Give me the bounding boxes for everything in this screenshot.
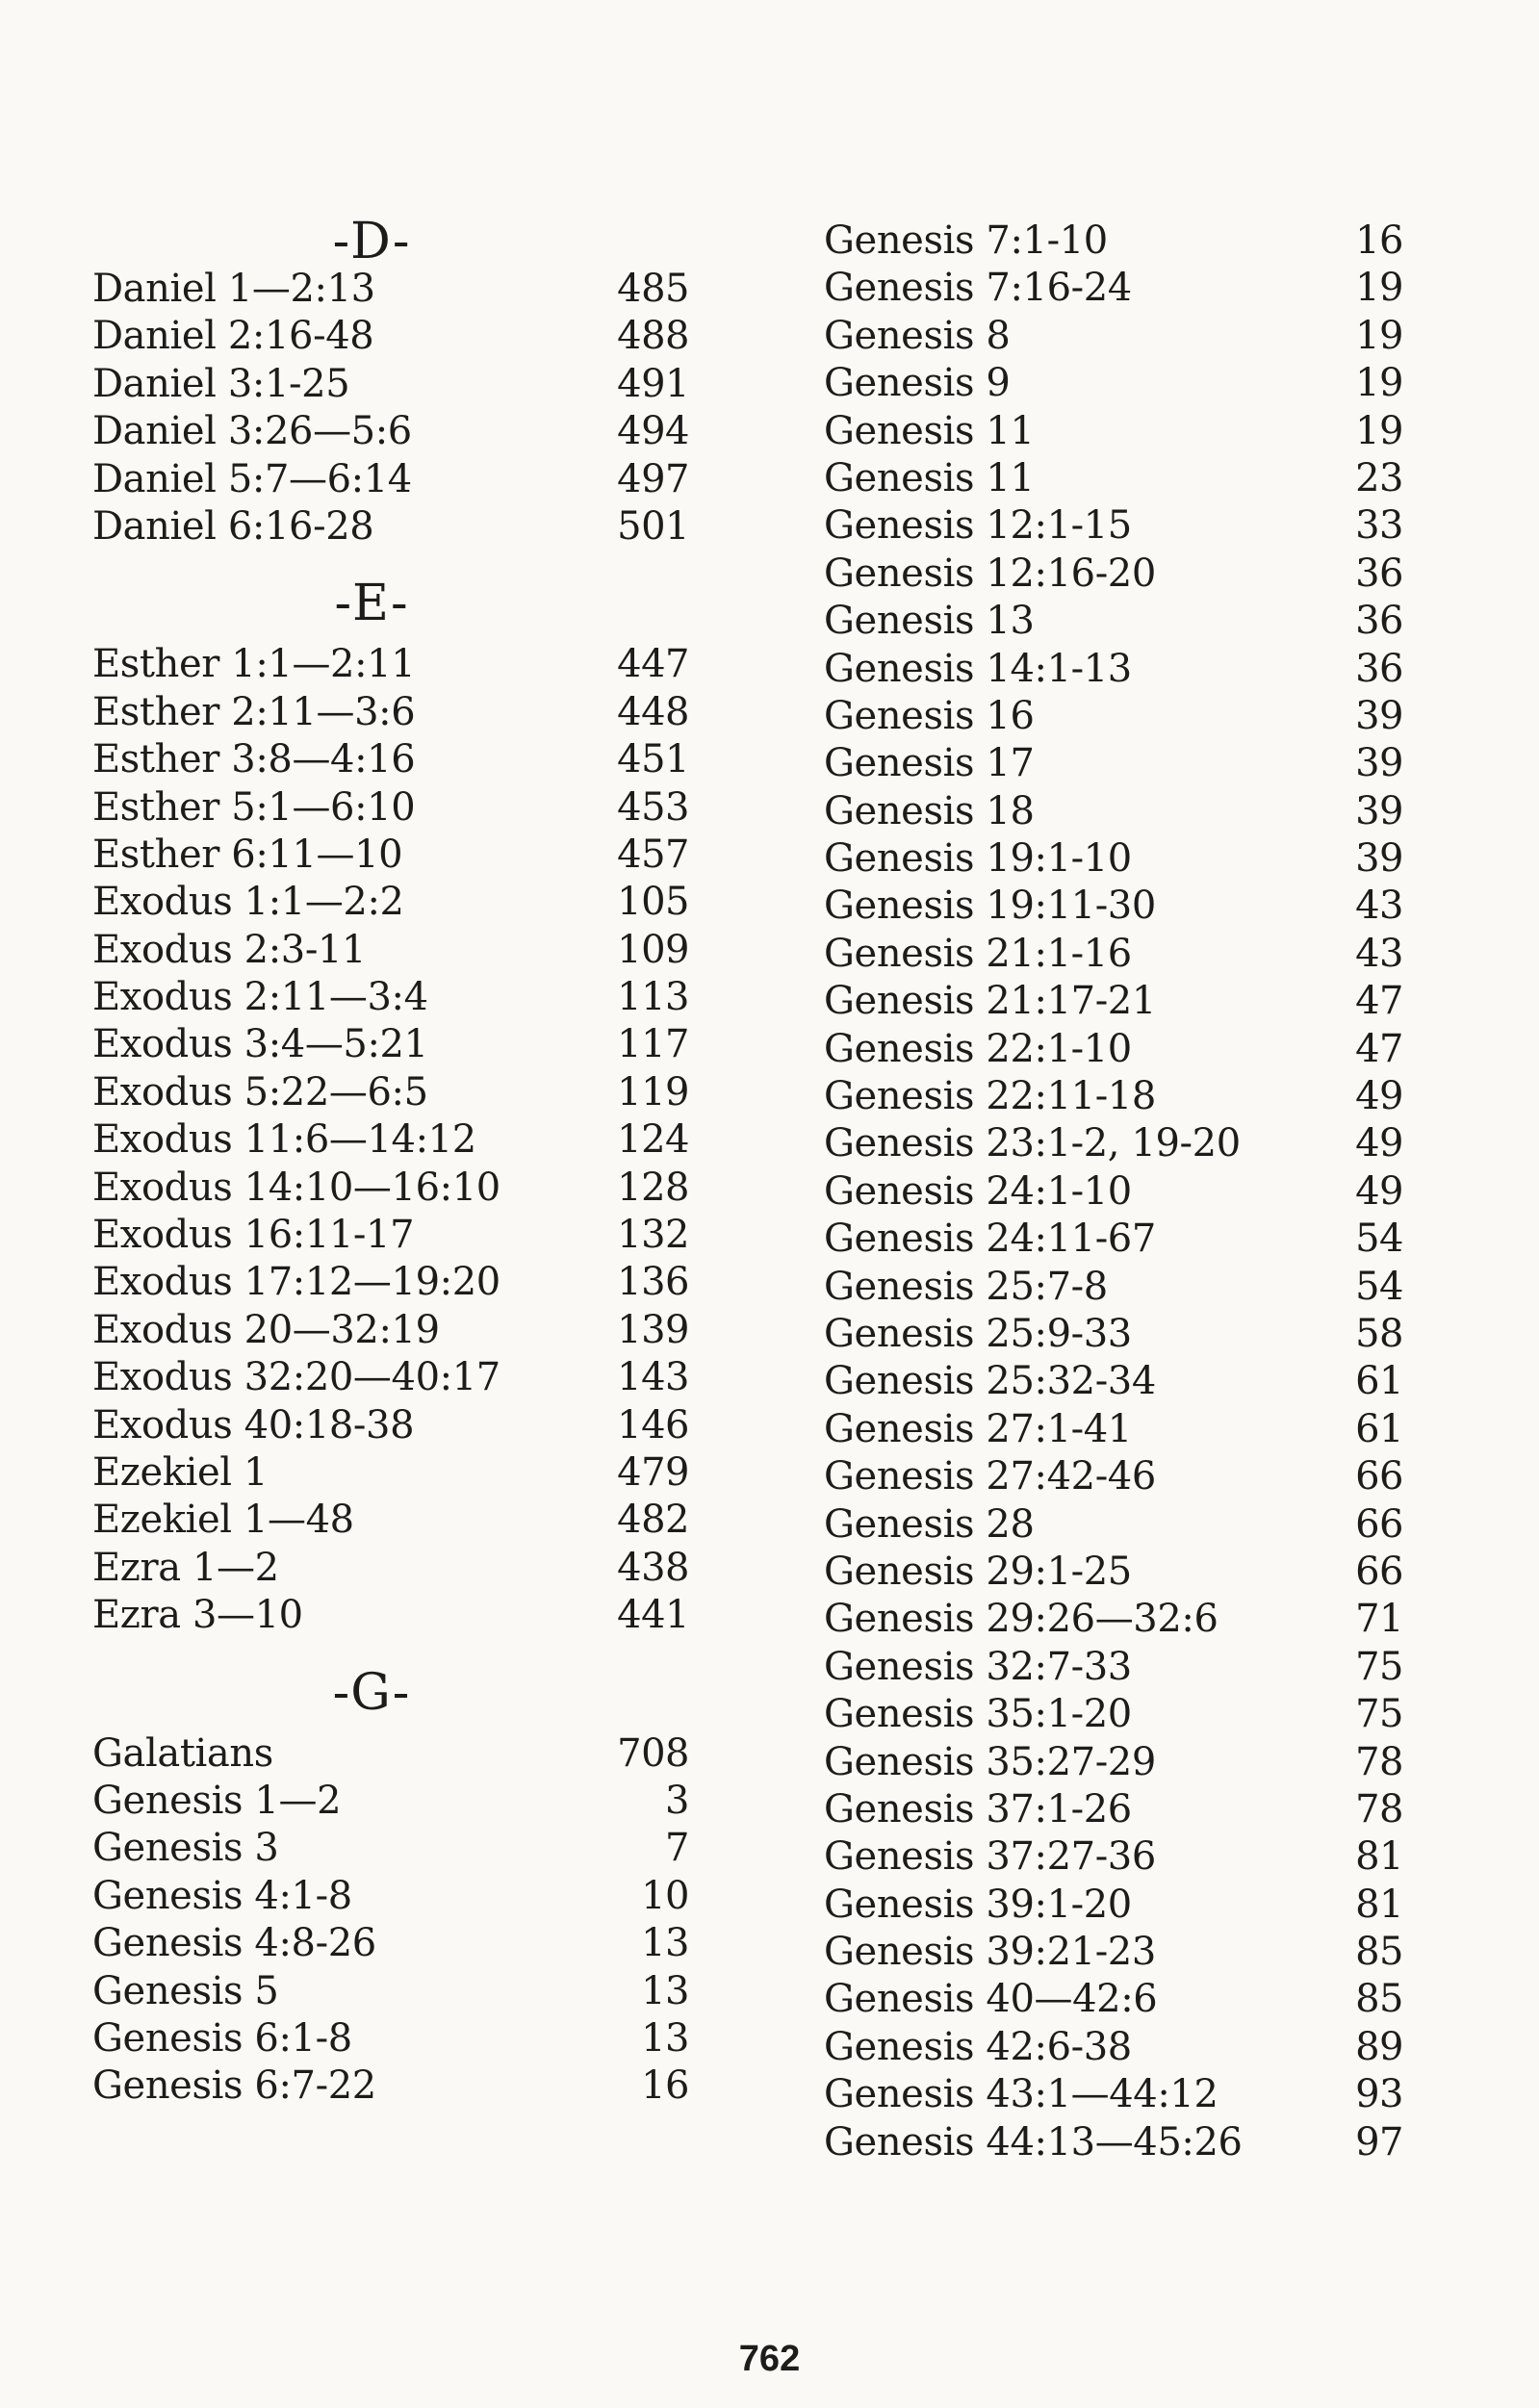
entry-page-number: 16 (1355, 218, 1403, 263)
entry-page-number: 16 (641, 2063, 689, 2109)
entry-page-number: 75 (1355, 1692, 1403, 1737)
entry-reference: Genesis 5 (92, 1968, 279, 2013)
entry-page-number: 54 (1355, 1264, 1403, 1309)
index-entry (824, 693, 1403, 740)
entry-reference: Genesis 24:1-10 (824, 1168, 1132, 1214)
index-entry (824, 1453, 1403, 1500)
entry-page-number: 47 (1355, 1026, 1403, 1071)
entry-reference: Genesis 24:11-67 (824, 1217, 1156, 1262)
section-heading: -D- (332, 213, 411, 270)
entry-page-number: 482 (617, 1498, 689, 1543)
index-entry (824, 598, 1403, 645)
entry-page-number: 49 (1355, 1074, 1403, 1119)
entry-reference: Daniel 6:16-28 (92, 503, 374, 549)
entry-page-number: 7 (665, 1826, 689, 1871)
entry-page-number: 109 (617, 927, 689, 972)
index-entry (824, 1026, 1403, 1073)
index-entry (824, 218, 1403, 265)
entry-page-number: 78 (1355, 1739, 1403, 1784)
index-entry (824, 551, 1403, 598)
index-entry (824, 883, 1403, 930)
index-entry (824, 2071, 1403, 2118)
entry-reference: Genesis 44:13—45:26 (824, 2119, 1243, 2165)
section-heading: -E- (334, 575, 409, 633)
index-entry (92, 736, 689, 783)
entry-reference: Esther 6:11—10 (92, 832, 403, 877)
entry-reference: Genesis 37:1-26 (824, 1786, 1132, 1832)
entry-page-number: 49 (1355, 1168, 1403, 1214)
entry-page-number: 39 (1355, 836, 1403, 882)
entry-reference: Exodus 2:3-11 (92, 927, 367, 972)
entry-reference: Genesis 11 (824, 408, 1035, 453)
index-entry (824, 455, 1403, 502)
entry-reference: Genesis 28 (824, 1501, 1035, 1547)
entry-reference: Daniel 3:1-25 (92, 361, 350, 406)
index-entry (824, 2024, 1403, 2071)
entry-reference: Genesis 35:1-20 (824, 1692, 1132, 1737)
index-entry (92, 1730, 689, 1778)
entry-page-number: 13 (641, 1968, 689, 2013)
entry-reference: Genesis 27:1-41 (824, 1406, 1132, 1451)
index-entry (824, 1976, 1403, 2023)
entry-reference: Genesis 4:8-26 (92, 1921, 376, 1966)
entry-reference: Genesis 17 (824, 741, 1035, 786)
entry-page-number: 488 (617, 314, 689, 359)
page-number: 762 (738, 2339, 801, 2379)
index-entry (92, 1497, 689, 1544)
entry-page-number: 708 (617, 1730, 689, 1776)
index-entry (824, 1501, 1403, 1549)
index-entry (92, 1449, 689, 1497)
entry-page-number: 66 (1355, 1501, 1403, 1547)
entry-reference: Genesis 39:21-23 (824, 1930, 1156, 1975)
entry-reference: Genesis 16 (824, 693, 1035, 738)
index-entry (824, 1596, 1403, 1643)
index-entry (92, 361, 689, 408)
entry-page-number: 85 (1355, 1930, 1403, 1975)
index-entry (824, 1786, 1403, 1833)
entry-reference: Ezra 3—10 (92, 1593, 303, 1638)
entry-page-number: 494 (617, 409, 689, 454)
index-entry (92, 1354, 689, 1401)
entry-reference: Genesis 25:9-33 (824, 1311, 1132, 1356)
index-entry (824, 788, 1403, 835)
entry-reference: Exodus 40:18-38 (92, 1402, 415, 1447)
index-entry (92, 1402, 689, 1449)
index-entry (92, 832, 689, 879)
index-entry (824, 1264, 1403, 1311)
index-entry (824, 1358, 1403, 1405)
entry-page-number: 457 (617, 832, 689, 877)
entry-page-number: 146 (617, 1402, 689, 1447)
entry-page-number: 117 (617, 1022, 689, 1067)
entry-reference: Exodus 14:10—16:10 (92, 1165, 500, 1210)
index-entry (824, 835, 1403, 883)
index-entry (824, 408, 1403, 455)
entry-reference: Exodus 2:11—3:4 (92, 975, 428, 1020)
index-entry (92, 1825, 689, 1872)
entry-page-number: 497 (617, 456, 689, 501)
index-entry (92, 641, 689, 688)
entry-reference: Genesis 27:42-46 (824, 1454, 1156, 1499)
index-entry (92, 1545, 689, 1592)
entry-reference: Genesis 40—42:6 (824, 1977, 1158, 2022)
entry-page-number: 58 (1355, 1311, 1403, 1356)
entry-page-number: 66 (1355, 1454, 1403, 1499)
index-entry (92, 456, 689, 503)
entry-page-number: 453 (617, 784, 689, 830)
index-entry (824, 1216, 1403, 1263)
entry-reference: Genesis 19:1-10 (824, 836, 1132, 882)
index-entry (92, 1259, 689, 1306)
entry-page-number: 39 (1355, 788, 1403, 833)
index-entry (824, 1644, 1403, 1691)
entry-reference: Ezekiel 1—48 (92, 1498, 354, 1543)
entry-reference: Genesis 18 (824, 788, 1035, 833)
index-entry (92, 503, 689, 551)
entry-page-number: 39 (1355, 693, 1403, 738)
index-entry (824, 2119, 1403, 2166)
entry-reference: Genesis 29:1-25 (824, 1549, 1132, 1594)
entry-page-number: 447 (617, 642, 689, 687)
entry-reference: Esther 3:8—4:16 (92, 737, 416, 782)
entry-reference: Genesis 11 (824, 455, 1035, 500)
entry-page-number: 441 (617, 1593, 689, 1638)
entry-page-number: 105 (617, 880, 689, 925)
entry-page-number: 479 (617, 1449, 689, 1495)
entry-reference: Genesis 14:1-13 (824, 646, 1132, 691)
entry-page-number: 81 (1355, 1834, 1403, 1880)
entry-reference: Genesis 6:1-8 (92, 2015, 352, 2061)
entry-page-number: 19 (1355, 266, 1403, 311)
entry-reference: Genesis 12:16-20 (824, 551, 1156, 596)
entry-reference: Genesis 39:1-20 (824, 1882, 1132, 1927)
entry-reference: Galatians (92, 1730, 273, 1776)
entry-page-number: 13 (641, 1921, 689, 1966)
entry-reference: Exodus 16:11-17 (92, 1213, 415, 1258)
index-entry (824, 1120, 1403, 1167)
index-entry (92, 974, 689, 1021)
index-entry (92, 2062, 689, 2110)
entry-page-number: 23 (1355, 455, 1403, 500)
entry-reference: Exodus 5:22—6:5 (92, 1069, 428, 1114)
entry-page-number: 81 (1355, 1882, 1403, 1927)
entry-page-number: 132 (617, 1213, 689, 1258)
entry-reference: Exodus 32:20—40:17 (92, 1355, 500, 1400)
entry-reference: Genesis 13 (824, 599, 1035, 644)
entry-page-number: 19 (1355, 408, 1403, 453)
entry-page-number: 61 (1355, 1406, 1403, 1451)
entry-reference: Genesis 6:7-22 (92, 2063, 376, 2109)
entry-page-number: 54 (1355, 1217, 1403, 1262)
index-entry (92, 1920, 689, 1967)
entry-page-number: 124 (617, 1117, 689, 1163)
entry-reference: Daniel 2:16-48 (92, 314, 374, 359)
entry-page-number: 33 (1355, 503, 1403, 549)
entry-reference: Genesis 35:27-29 (824, 1739, 1156, 1784)
entry-page-number: 47 (1355, 979, 1403, 1024)
entry-reference: Genesis 7:16-24 (824, 266, 1132, 311)
entry-page-number: 93 (1355, 2072, 1403, 2117)
entry-reference: Genesis 23:1-2, 19-20 (824, 1121, 1241, 1166)
entry-page-number: 43 (1355, 931, 1403, 976)
index-entry (824, 978, 1403, 1025)
index-entry (92, 1307, 689, 1354)
entry-reference: Genesis 25:7-8 (824, 1264, 1108, 1309)
entry-page-number: 97 (1355, 2119, 1403, 2165)
entry-reference: Ezra 1—2 (92, 1545, 279, 1590)
entry-page-number: 13 (641, 2015, 689, 2061)
entry-reference: Genesis 12:1-15 (824, 503, 1132, 549)
entry-page-number: 61 (1355, 1359, 1403, 1404)
entry-page-number: 485 (617, 267, 689, 311)
entry-page-number: 36 (1355, 551, 1403, 596)
entry-page-number: 113 (617, 975, 689, 1020)
entry-page-number: 85 (1355, 1977, 1403, 2022)
index-entry (824, 740, 1403, 787)
index-entry (92, 1116, 689, 1164)
entry-page-number: 49 (1355, 1121, 1403, 1166)
entry-page-number: 119 (617, 1069, 689, 1114)
entry-page-number: 36 (1355, 646, 1403, 691)
entry-reference: Daniel 1—2:13 (92, 267, 375, 311)
entry-reference: Genesis 3 (92, 1826, 279, 1871)
index-entry (824, 1833, 1403, 1881)
entry-reference: Exodus 20—32:19 (92, 1307, 440, 1352)
index-entry (92, 1968, 689, 2015)
entry-reference: Genesis 1—2 (92, 1778, 342, 1823)
entry-page-number: 43 (1355, 884, 1403, 929)
index-entry (824, 646, 1403, 693)
entry-reference: Genesis 25:32-34 (824, 1359, 1156, 1404)
index-entry (92, 1212, 689, 1259)
index-entry (824, 931, 1403, 978)
index-entry (92, 2015, 689, 2062)
entry-page-number: 451 (617, 737, 689, 782)
index-entry (824, 1311, 1403, 1358)
entry-page-number: 75 (1355, 1644, 1403, 1689)
index-entry (92, 266, 689, 313)
index-entry (824, 1739, 1403, 1786)
index-entry (824, 1549, 1403, 1596)
entry-reference: Genesis 8 (824, 313, 1011, 358)
entry-reference: Genesis 29:26—32:6 (824, 1597, 1218, 1642)
entry-page-number: 438 (617, 1545, 689, 1590)
entry-page-number: 66 (1355, 1549, 1403, 1594)
index-entry (92, 313, 689, 360)
index-entry (92, 1021, 689, 1068)
entry-reference: Esther 1:1—2:11 (92, 642, 416, 687)
left-index-column (92, 213, 689, 2111)
entry-page-number: 491 (617, 361, 689, 406)
entry-reference: Ezekiel 1 (92, 1449, 269, 1495)
index-entry (92, 1165, 689, 1212)
entry-page-number: 3 (665, 1778, 689, 1823)
index-entry (92, 879, 689, 926)
entry-reference: Genesis 37:27-36 (824, 1834, 1156, 1880)
index-entry (92, 689, 689, 736)
index-entry (824, 1073, 1403, 1120)
entry-page-number: 19 (1355, 361, 1403, 406)
index-entry (824, 1406, 1403, 1453)
entry-reference: Genesis 21:17-21 (824, 979, 1156, 1024)
entry-page-number: 78 (1355, 1786, 1403, 1832)
entry-reference: Genesis 32:7-33 (824, 1644, 1132, 1689)
entry-page-number: 71 (1355, 1597, 1403, 1642)
entry-reference: Genesis 22:11-18 (824, 1074, 1156, 1119)
entry-page-number: 143 (617, 1355, 689, 1400)
entry-reference: Exodus 3:4—5:21 (92, 1022, 428, 1067)
entry-page-number: 501 (617, 503, 689, 549)
index-entry (92, 927, 689, 974)
index-entry (824, 1929, 1403, 1976)
entry-reference: Genesis 43:1—44:12 (824, 2072, 1218, 2117)
index-entry (824, 1691, 1403, 1738)
entry-reference: Genesis 19:11-30 (824, 884, 1156, 929)
entry-reference: Daniel 3:26—5:6 (92, 409, 412, 454)
index-entry (824, 313, 1403, 360)
entry-page-number: 448 (617, 689, 689, 734)
entry-reference: Exodus 17:12—19:20 (92, 1260, 500, 1305)
entry-page-number: 139 (617, 1307, 689, 1352)
entry-page-number: 128 (617, 1165, 689, 1210)
index-entry (92, 408, 689, 455)
entry-page-number: 10 (641, 1873, 689, 1918)
index-entry (824, 1168, 1403, 1216)
index-entry (92, 1873, 689, 1920)
entry-reference: Genesis 7:1-10 (824, 218, 1108, 263)
entry-page-number: 36 (1355, 599, 1403, 644)
section-heading: -G- (332, 1663, 411, 1722)
entry-reference: Daniel 5:7—6:14 (92, 456, 412, 501)
entry-reference: Exodus 1:1—2:2 (92, 880, 404, 925)
index-entry (92, 1592, 689, 1639)
index-entry (92, 1069, 689, 1116)
entry-page-number: 39 (1355, 741, 1403, 786)
right-index-column (824, 218, 1403, 2166)
index-entry (824, 502, 1403, 550)
entry-reference: Genesis 4:1-8 (92, 1873, 352, 1918)
entry-reference: Genesis 22:1-10 (824, 1026, 1132, 1071)
entry-reference: Esther 5:1—6:10 (92, 784, 416, 830)
entry-reference: Esther 2:11—3:6 (92, 689, 416, 734)
entry-reference: Genesis 9 (824, 361, 1011, 406)
index-entry (92, 1778, 689, 1825)
entry-reference: Exodus 11:6—14:12 (92, 1117, 476, 1163)
entry-reference: Genesis 21:1-16 (824, 931, 1132, 976)
entry-reference: Genesis 42:6-38 (824, 2024, 1132, 2069)
entry-page-number: 19 (1355, 313, 1403, 358)
entry-page-number: 136 (617, 1260, 689, 1305)
index-entry (824, 265, 1403, 312)
entry-page-number: 89 (1355, 2024, 1403, 2069)
index-entry (824, 360, 1403, 407)
index-entry (824, 1882, 1403, 1929)
index-entry (92, 784, 689, 832)
